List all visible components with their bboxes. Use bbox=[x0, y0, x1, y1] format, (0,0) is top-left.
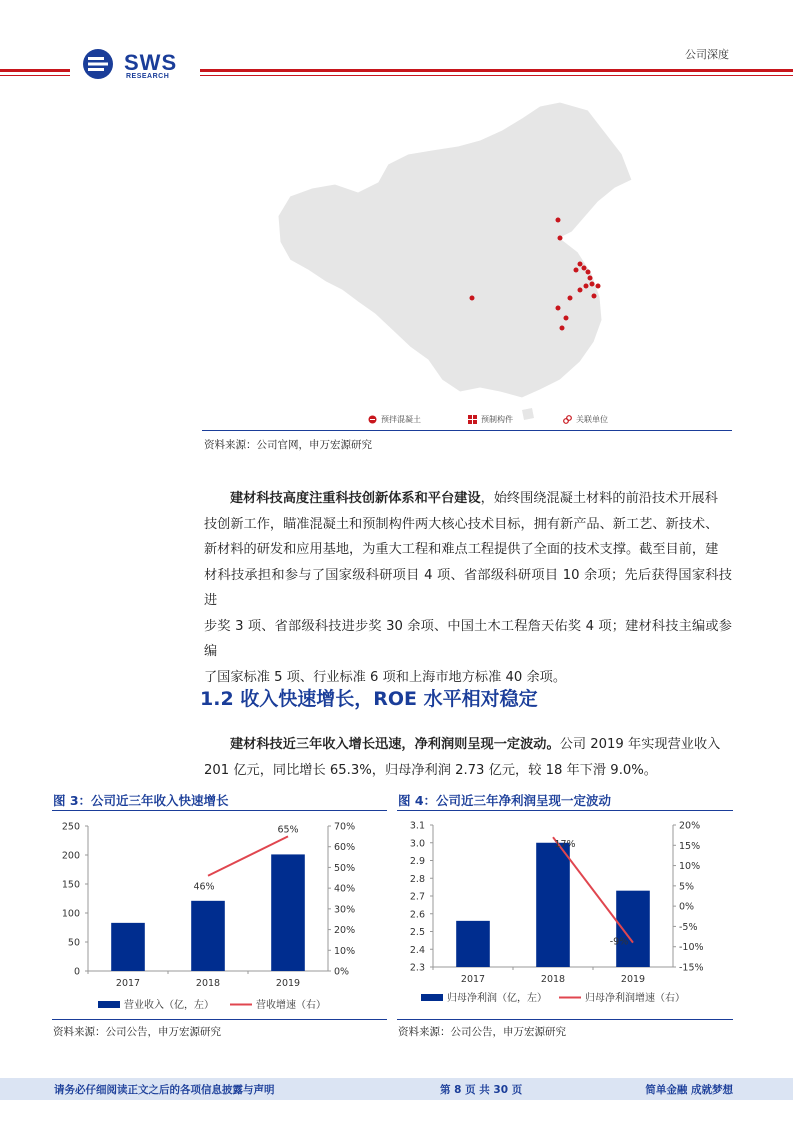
x-tick-label: 2018 bbox=[195, 978, 221, 989]
china-map bbox=[260, 92, 650, 422]
right-tick-label: 20% bbox=[679, 820, 701, 832]
section-title: 1.2 收入快速增长，ROE 水平相对稳定 bbox=[200, 688, 538, 710]
logo-subtext: RESEARCH bbox=[126, 73, 170, 80]
figure4-bottom-rule bbox=[397, 1019, 733, 1020]
right-tick-label: 60% bbox=[334, 842, 356, 854]
x-tick-label: 2019 bbox=[275, 978, 301, 989]
left-tick-label: 2.8 bbox=[409, 873, 425, 885]
legend-item-prefab bbox=[468, 414, 513, 425]
legend-bar-swatch bbox=[421, 994, 443, 1001]
left-tick-label: 250 bbox=[61, 821, 80, 833]
bar-2019 bbox=[616, 891, 650, 967]
figure3-top-rule bbox=[52, 810, 387, 811]
paragraph1-line-0: ，始终围绕混凝土材料的前沿技术开展科 bbox=[480, 491, 718, 506]
right-tick-label: -10% bbox=[679, 942, 704, 954]
figure4-top-rule bbox=[397, 810, 733, 811]
right-tick-label: 20% bbox=[334, 925, 356, 937]
right-tick-label: 0% bbox=[679, 901, 695, 913]
growth-label: 17% bbox=[554, 839, 576, 851]
figure3-bottom-rule bbox=[52, 1019, 387, 1020]
left-tick-label: 3.0 bbox=[409, 838, 425, 850]
header-rule-right-thin bbox=[200, 75, 793, 76]
left-tick-label: 150 bbox=[61, 879, 80, 891]
map-source: 资料来源：公司官网，申万宏源研究 bbox=[204, 439, 372, 451]
paragraph2-line1: 公司 2019 年实现营业收入 bbox=[559, 737, 721, 752]
left-tick-label: 2.5 bbox=[409, 927, 425, 938]
bar-2017 bbox=[111, 923, 145, 971]
bar-2017 bbox=[456, 921, 490, 967]
figure3-title: 图 3：公司近三年收入快速增长 bbox=[53, 793, 229, 808]
right-tick-label: 15% bbox=[679, 840, 701, 852]
growth-label: 65% bbox=[277, 824, 299, 836]
x-tick-label: 2017 bbox=[460, 974, 486, 985]
report-category: 公司深度 bbox=[685, 48, 729, 61]
prefab-component-icon bbox=[468, 415, 477, 424]
right-tick-label: -5% bbox=[679, 921, 698, 933]
header-rule-left bbox=[0, 69, 70, 72]
left-tick-label: 2.6 bbox=[409, 909, 425, 921]
right-tick-label: 50% bbox=[334, 862, 356, 874]
logo-text: SWS bbox=[124, 50, 178, 75]
paragraph1-line-5: 了国家标准 5 项、行业标准 6 项和上海市地方标准 40 余项。 bbox=[204, 669, 567, 685]
sws-logo-icon bbox=[82, 48, 118, 80]
legend-label-ready-mix: 预拌混凝土 bbox=[381, 415, 421, 424]
net-profit-chart bbox=[397, 812, 733, 1017]
footer-slogan: 简单金融 成就梦想 bbox=[645, 1084, 733, 1096]
link-icon bbox=[563, 415, 572, 424]
paragraph1-lead: 建材科技高度注重科技创新体系和平台建设 bbox=[230, 491, 481, 506]
x-tick-label: 2017 bbox=[115, 978, 141, 989]
footer-disclaimer[interactable]: 请务必仔细阅读正文之后的各项信息披露与声明 bbox=[54, 1084, 275, 1096]
header-rule-left-thin bbox=[0, 75, 70, 76]
bar-2018 bbox=[536, 843, 570, 967]
ready-mix-concrete-icon bbox=[368, 415, 377, 424]
right-tick-label: 30% bbox=[334, 904, 356, 916]
paragraph2-lead: 建材科技近三年收入增长迅速，净利润则呈现一定波动。 bbox=[230, 737, 560, 752]
left-tick-label: 3.1 bbox=[409, 820, 425, 832]
paragraph-revenue bbox=[204, 732, 732, 783]
footer-page-number: 第 8 页 共 30 页 bbox=[440, 1084, 523, 1096]
right-tick-label: -15% bbox=[679, 962, 704, 974]
legend-bar-label: 归母净利润（亿，左） bbox=[447, 993, 547, 1004]
china-outline bbox=[278, 102, 632, 398]
left-tick-label: 2.9 bbox=[409, 856, 425, 867]
paragraph2-line2: 201 亿元，同比增长 65.3%，归母净利润 2.73 亿元，较 18 年下滑 9.0%。 bbox=[204, 762, 657, 778]
legend-label-prefab: 预制构件 bbox=[481, 415, 513, 424]
left-tick-label: 200 bbox=[61, 850, 80, 862]
legend-line-label: 营收增速（右） bbox=[256, 1000, 326, 1011]
bar-2018 bbox=[191, 901, 225, 971]
right-tick-label: 0% bbox=[334, 966, 350, 978]
left-tick-label: 2.4 bbox=[409, 944, 425, 956]
paragraph1-line-4: 步奖 3 项、省部级科技进步奖 30 余项、中国土木工程詹天佑奖 4 项；建材科技主编或参编 bbox=[204, 618, 732, 659]
figure4-title: 图 4：公司近三年净利润呈现一定波动 bbox=[398, 793, 612, 808]
bar-2019 bbox=[271, 854, 305, 971]
growth-label: -9% bbox=[609, 936, 629, 948]
figure3-source: 资料来源：公司公告，申万宏源研究 bbox=[53, 1026, 221, 1038]
revenue-chart bbox=[52, 812, 387, 1017]
left-tick-label: 0 bbox=[73, 966, 80, 978]
header-rule-right bbox=[200, 69, 793, 72]
x-tick-label: 2019 bbox=[620, 974, 646, 985]
left-tick-label: 2.7 bbox=[409, 891, 425, 903]
paragraph1-line-1: 技创新工作，瞄准混凝土和预制构件两大核心技术目标，拥有新产品、新工艺、新技术、 bbox=[204, 516, 719, 532]
map-source-rule bbox=[202, 430, 732, 431]
paragraph1-line-2: 新材料的研发和应用基地，为重大工程和难点工程提供了全面的技术支撑。截至目前，建 bbox=[204, 542, 719, 557]
legend-line-label: 归母净利润增速（右） bbox=[585, 993, 685, 1004]
legend-bar-label: 营业收入（亿，左） bbox=[124, 1000, 214, 1011]
legend-item-link bbox=[563, 414, 608, 425]
figure4-source: 资料来源：公司公告，申万宏源研究 bbox=[398, 1026, 566, 1038]
left-tick-label: 100 bbox=[61, 908, 80, 920]
left-tick-label: 2.3 bbox=[409, 962, 425, 974]
right-tick-label: 5% bbox=[679, 881, 695, 893]
growth-label: 46% bbox=[193, 881, 215, 893]
x-tick-label: 2018 bbox=[540, 974, 566, 985]
right-tick-label: 40% bbox=[334, 883, 356, 895]
legend-bar-swatch bbox=[98, 1001, 120, 1008]
legend-label-link: 关联单位 bbox=[576, 415, 608, 424]
right-tick-label: 10% bbox=[679, 861, 701, 873]
paragraph1-line-3: 材科技承担和参与了国家级科研项目 4 项、省部级科研项目 10 余项；先后获得国家科技进 bbox=[204, 567, 732, 608]
right-tick-label: 10% bbox=[334, 945, 356, 957]
left-tick-label: 50 bbox=[67, 937, 80, 949]
right-tick-label: 70% bbox=[334, 821, 356, 833]
paragraph-tech-innovation bbox=[204, 486, 732, 690]
legend-item-ready-mix bbox=[368, 414, 421, 425]
